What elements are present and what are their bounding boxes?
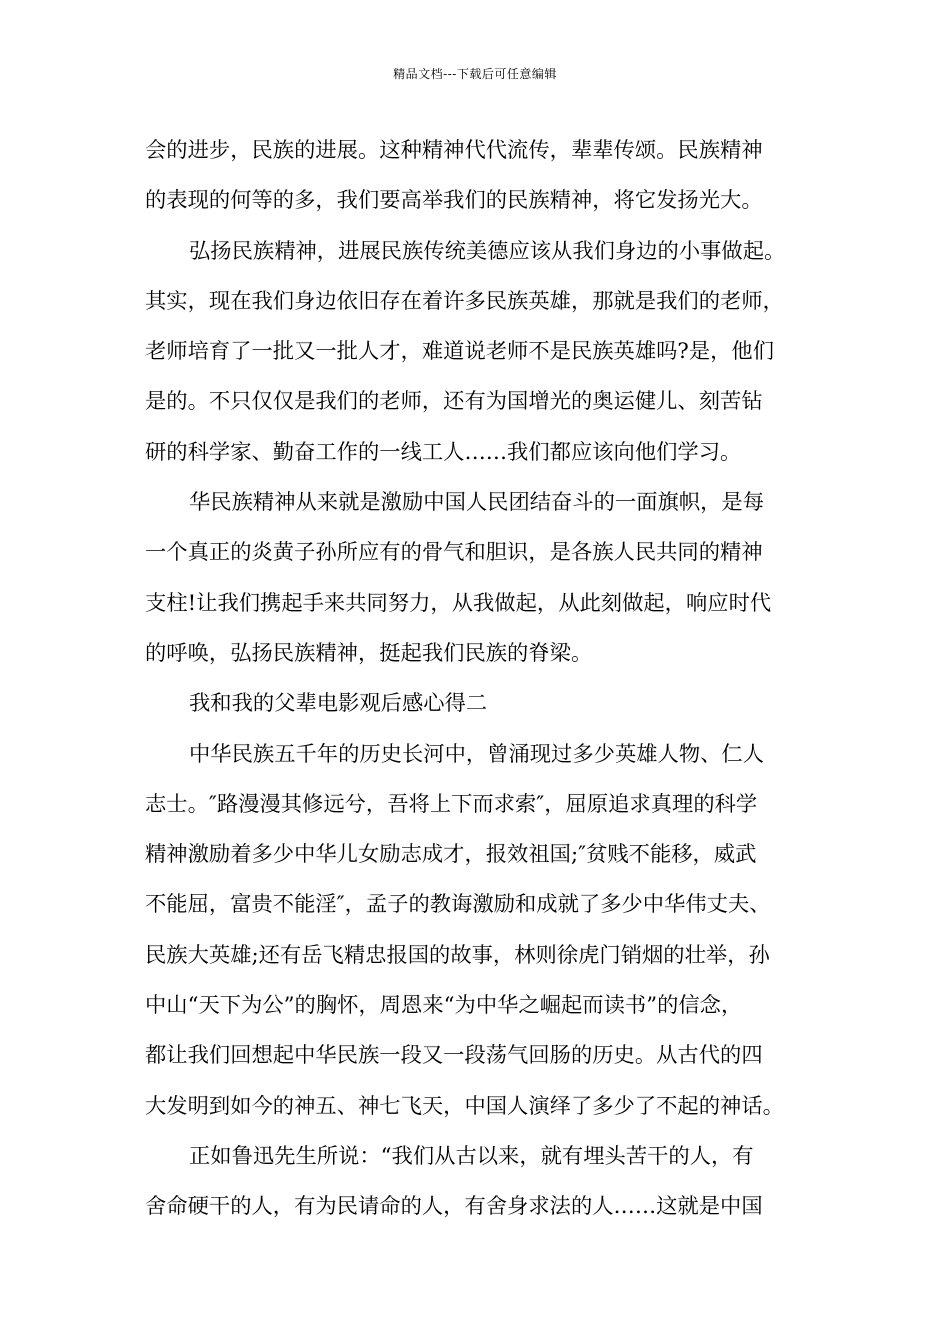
text-line: 的呼唤，弘扬民族精神，挺起我们民族的脊梁。 bbox=[145, 640, 593, 666]
text-line: 民族大英雄;还有岳飞精忠报国的故事，林则徐虎门销烟的壮举，孙 bbox=[145, 942, 770, 968]
page-header: 精品文档---下载后可任意编辑 bbox=[393, 67, 557, 81]
text-line: 一个真正的炎黄子孙所应有的骨气和胆识，是各族人民共同的精神 bbox=[145, 540, 763, 566]
text-line: 精神激励着多少中华儿女励志成才，报效祖国;″贫贱不能移，威武 bbox=[145, 842, 757, 868]
body-text bbox=[145, 126, 815, 1233]
text-line: 的表现的何等的多，我们要高举我们的民族精神，将它发扬光大。 bbox=[145, 188, 763, 214]
text-line: 弘扬民族精神，进展民族传统美德应该从我们身边的小事做起。 bbox=[189, 238, 786, 264]
text-line: 是的。不只仅仅是我们的老师，还有为国增光的奥运健儿、刻苦钻 bbox=[145, 389, 763, 415]
text-line: 舍命硬干的人，有为民请命的人，有舍身求法的人……这就是中国 bbox=[145, 1194, 763, 1220]
text-line: 支柱!让我们携起手来共同努力，从我做起，从此刻做起，响应时代 bbox=[145, 590, 772, 616]
text-line: 研的科学家、勤奋工作的一线工人……我们都应该向他们学习。 bbox=[145, 439, 742, 465]
text-line: 志士。″路漫漫其修远兮，吾将上下而求索″，屈原追求真理的科学 bbox=[145, 791, 758, 817]
text-line: 老师培育了一批又一批人才，难道说老师不是民族英雄吗?是，他们 bbox=[145, 339, 775, 365]
text-line: 大发明到如今的神五、神七飞天，中国人演绎了多少了不起的神话。 bbox=[145, 1093, 784, 1119]
text-line: 华民族精神从来就是激励中国人民团结奋斗的一面旗帜，是每 bbox=[189, 490, 765, 516]
text-line: 正如鲁迅先生所说：“我们从古以来，就有埋头苦干的人，有 bbox=[189, 1143, 754, 1169]
text-line: 其实，现在我们身边依旧存在着许多民族英雄，那就是我们的老师， bbox=[145, 288, 784, 314]
text-line: 中山“天下为公”的胸怀，周恩来“为中华之崛起而读书”的信念， bbox=[145, 993, 743, 1019]
text-line: 会的进步，民族的进展。这种精神代代流传，辈辈传颂。民族精神 bbox=[145, 138, 763, 163]
text-line: 中华民族五千年的历史长河中，曾涌现过多少英雄人物、仁人 bbox=[189, 741, 765, 767]
text-line: 不能屈，富贵不能淫″，孟子的教诲激励和成就了多少中华伟丈夫、 bbox=[145, 892, 771, 918]
text-line: 我和我的父辈电影观后感心得二 bbox=[189, 691, 488, 717]
text-line: 都让我们回想起中华民族一段又一段荡气回肠的历史。从古代的四 bbox=[145, 1043, 763, 1069]
